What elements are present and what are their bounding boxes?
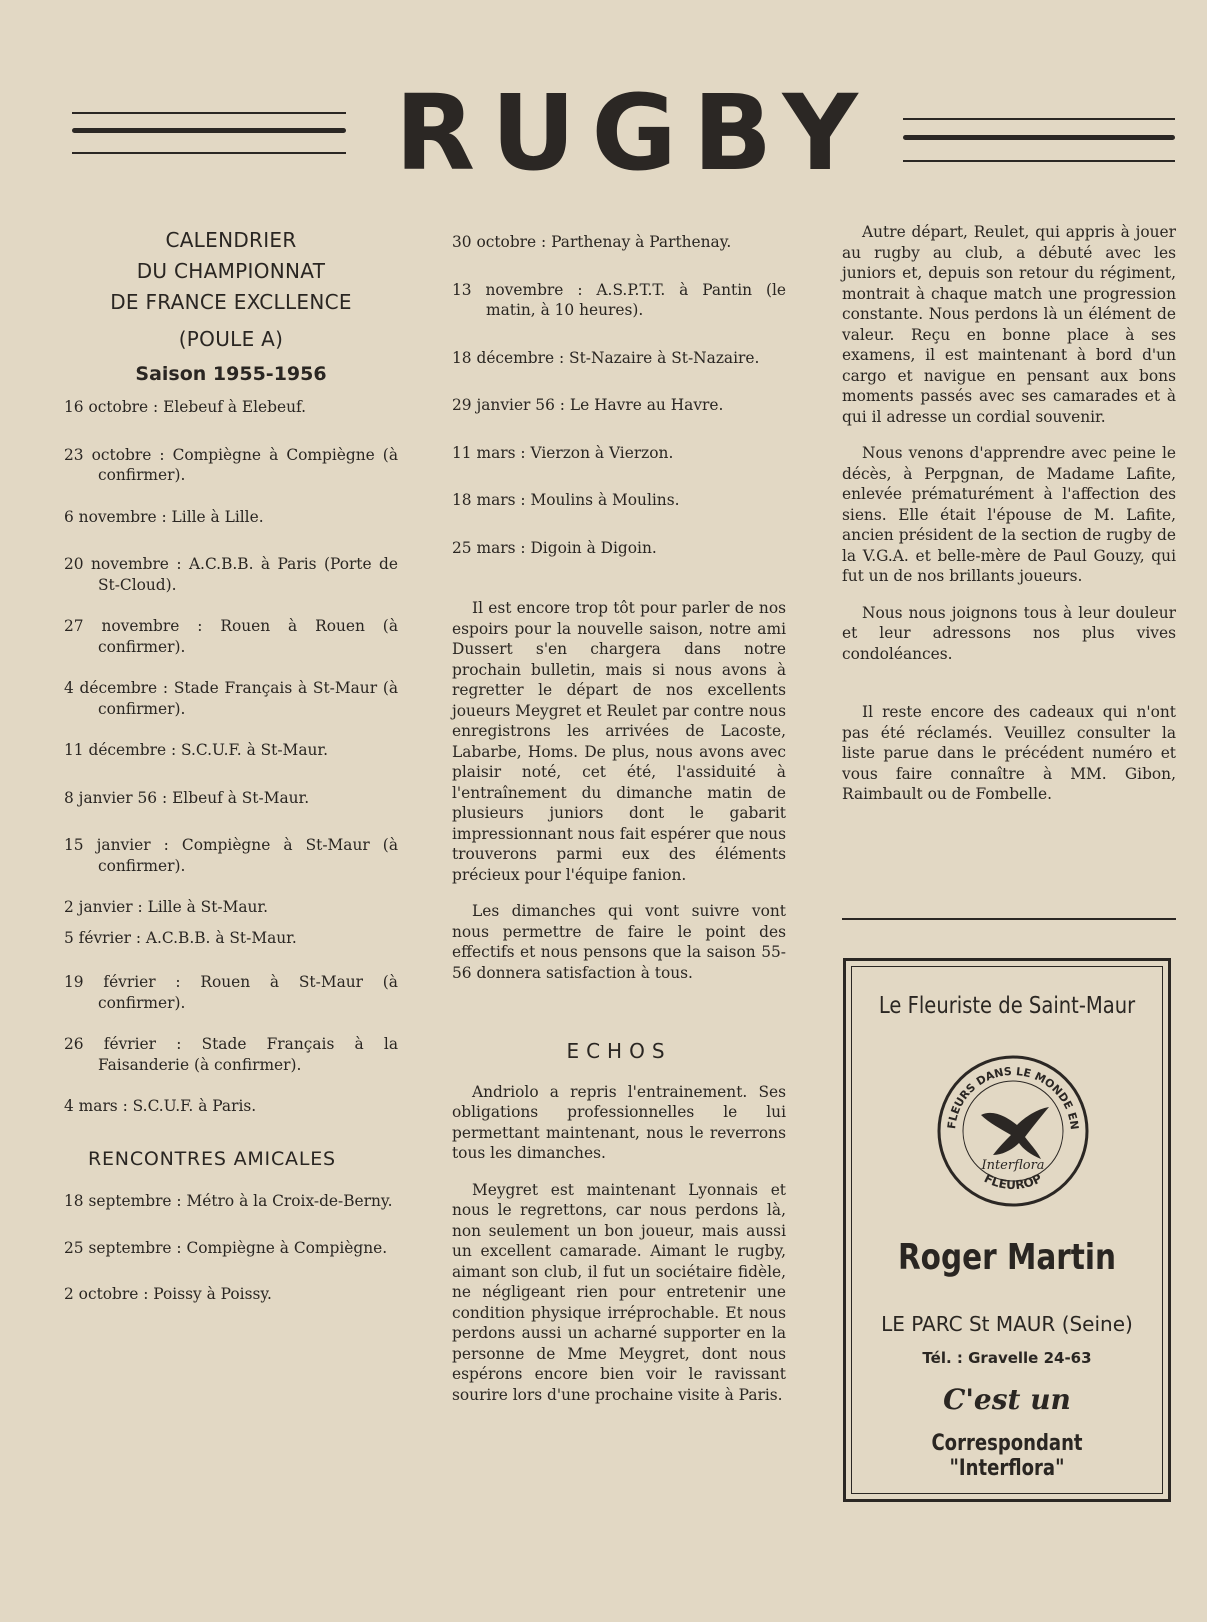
fixture-item: 6 novembre : Lille à Lille. xyxy=(64,507,264,526)
echos-paragraph: Andriolo a repris l'entrainement. Ses obligations professionnelles le lui permettant maintenant, nous le reverrons tous les dimanches. xyxy=(452,1082,786,1162)
friendly-fixture-item: 2 octobre : Poissy à Poissy. xyxy=(64,1285,272,1303)
fixture-item: 11 décembre : S.C.U.F. à St-Maur. xyxy=(64,741,328,759)
interflora-logo xyxy=(933,1051,1093,1211)
fixture-item: 4 mars : S.C.U.F. à Paris. xyxy=(64,1097,257,1115)
echos-paragraph: Meygret est maintenant Lyonnais et nous le regrettons, car nous perdons là, non seulement un bon joueur, mais aussi un excellent camarade. Aimant le rugby, aimant son club, il fut un sociétaire fidèle, ne négligeant rien pour entretenir une condition physique irréprochable. Et nous perdons aussi un acharné supporter en la personne de Mme Meygret, dont nous espérons encore bien voir le ravissant sourire lors d'une prochaine visite à Paris. xyxy=(452,1180,786,1404)
advertisement-florist-name: Roger Martin xyxy=(897,1237,1117,1278)
advertisement-cest-un: C'est un xyxy=(943,1383,1071,1416)
masthead-rule-right-bottom xyxy=(903,160,1175,162)
logo-text-bottom: FLEUROP xyxy=(981,1171,1045,1193)
season-outlook-paragraph: Il est encore trop tôt pour parler de nos espoirs pour la nouvelle saison, notre ami Dussert s'en chargera dans notre prochain bulletin, mais si nous avons à regretter le départ de nos excellents joueurs Meygret et Reulet par contre nous enregistrons les arrivées de Lacoste, Labarbe, Homs. De plus, nous avons avec plaisir noté, cet été, l'assiduité à l'entraînement du dimanche matin de plusieurs juniors dont le gabarit impressionnant nous fait espérer que nous trouverons parmi eux des éléments précieux pour l'équipe fanion. xyxy=(452,599,786,884)
fixture-item: 30 octobre : Parthenay à Parthenay. xyxy=(452,233,732,251)
news-paragraph: Il reste encore des cadeaux qui n'ont pas été réclamés. Veuillez consulter la liste parue dans le précédent numéro et vous faire connaître à MM. Gibon, Raimbault ou de Fombelle. xyxy=(842,703,1176,803)
fixture-item: 4 décembre : Stade Français à St-Maur (à confirmer). xyxy=(64,679,398,718)
advertisement-correspondant: Correspondant "Interflora" xyxy=(931,1431,1083,1481)
logo-text-mid: Interflora xyxy=(981,1158,1045,1173)
column-divider xyxy=(842,918,1176,920)
fixture-item: 16 octobre : Elebeuf à Elebeuf. xyxy=(64,398,307,416)
interflora-logo-icon xyxy=(933,1051,1093,1211)
fixture-item: 2 janvier : Lille à St-Maur. xyxy=(64,898,268,916)
page-title: RUGBY xyxy=(395,72,874,194)
advertisement-address: LE PARC St MAUR (Seine) xyxy=(881,1312,1133,1336)
advertisement-box xyxy=(843,958,1171,1502)
logo-text-top: FLEURS DANS LE MONDE EN xyxy=(945,1064,1082,1131)
news-paragraph: Nous nous joignons tous à leur douleur et leur adressons nos plus vives condoléances. xyxy=(842,603,1176,663)
fixture-item: 5 février : A.C.B.B. à St-Maur. xyxy=(64,928,297,947)
fixture-item: 18 décembre : St-Nazaire à St-Nazaire. xyxy=(452,348,760,367)
news-paragraph: Nous venons d'apprendre avec peine le décès, à Perpgnan, de Madame Lafite, enlevée prématurément à l'affection des siens. Elle était l'épouse de M. Lafite, ancien président de la section de rugby de la V.G.A. et belle-mère de Paul Gouzy, qui fut un de nos brillants joueurs. xyxy=(842,444,1176,585)
column-2 xyxy=(452,232,786,1421)
fixture-item: 11 mars : Vierzon à Vierzon. xyxy=(452,443,674,462)
masthead-rule-right-top xyxy=(903,118,1175,120)
season-outlook-paragraph-2: Les dimanches qui vont suivre vont nous permettre de faire le point des effectifs et nous pensons que la saison 55-56 donnera satisfaction à tous. xyxy=(452,902,786,982)
fixture-item: 13 novembre : A.S.P.T.T. à Pantin (le matin, à 10 heures). xyxy=(452,280,786,319)
masthead xyxy=(0,72,1207,194)
friendly-fixture-item: 25 septembre : Compiègne à Compiègne. xyxy=(64,1238,388,1257)
fixture-item: 20 novembre : A.C.B.B. à Paris (Porte de St-Cloud). xyxy=(64,555,398,594)
masthead-rule-left-bottom xyxy=(72,152,346,154)
column-3 xyxy=(842,222,1176,821)
calendar-heading-line-1: CALENDRIER xyxy=(165,228,297,252)
fixture-item: 8 janvier 56 : Elbeuf à St-Maur. xyxy=(64,788,310,807)
calendar-season: Saison 1955-1956 xyxy=(135,363,327,385)
advertisement-telephone: Tél. : Gravelle 24-63 xyxy=(922,1349,1092,1367)
masthead-rule-right-thick xyxy=(903,135,1175,140)
calendar-heading xyxy=(64,225,398,355)
advertisement-shop-name: Le Fleuriste de Saint-Maur xyxy=(878,993,1136,1019)
fixture-item: 23 octobre : Compiègne à Compiègne (à confirmer). xyxy=(64,445,398,484)
fixture-item: 29 janvier 56 : Le Havre au Havre. xyxy=(452,396,724,414)
masthead-rule-left-top xyxy=(72,112,346,114)
news-paragraph: Autre départ, Reulet, qui appris à jouer au rugby au club, a débuté avec les juniors et, depuis son retour du régiment, montrait à chaque match une progression constante. Nous perdons là un élément de valeur. Reçu en bonne place à ses examens, il est maintenant à bord d'un cargo et navigue en pensant aux bons moments passés avec ses camarades et à qui il adresse un cordial souvenir. xyxy=(842,223,1176,426)
fixture-item: 15 janvier : Compiègne à St-Maur (à confirmer). xyxy=(64,836,398,875)
friendlies-heading: RENCONTRES AMICALES xyxy=(88,1147,336,1170)
fixture-item: 19 février : Rouen à St-Maur (à confirmer). xyxy=(64,973,398,1012)
masthead-rule-left-thick xyxy=(72,128,346,133)
calendar-heading-line-3: DE FRANCE EXCLLENCE xyxy=(110,290,352,314)
fixture-item: 18 mars : Moulins à Moulins. xyxy=(452,491,680,509)
calendar-heading-line-4: (POULE A) xyxy=(178,327,284,351)
fixture-item: 26 février : Stade Français à la Faisanderie (à confirmer). xyxy=(64,1035,398,1074)
echos-heading: ECHOS xyxy=(566,1039,672,1063)
calendar-heading-line-2: DU CHAMPIONNAT xyxy=(136,259,326,283)
svg-text:FLEUROP xyxy=(982,1171,1044,1192)
column-1 xyxy=(64,225,398,1326)
fixture-item: 25 mars : Digoin à Digoin. xyxy=(452,538,657,557)
friendly-fixture-item: 18 septembre : Métro à la Croix-de-Berny. xyxy=(64,1192,393,1210)
fixture-item: 27 novembre : Rouen à Rouen (à confirmer). xyxy=(64,617,398,656)
